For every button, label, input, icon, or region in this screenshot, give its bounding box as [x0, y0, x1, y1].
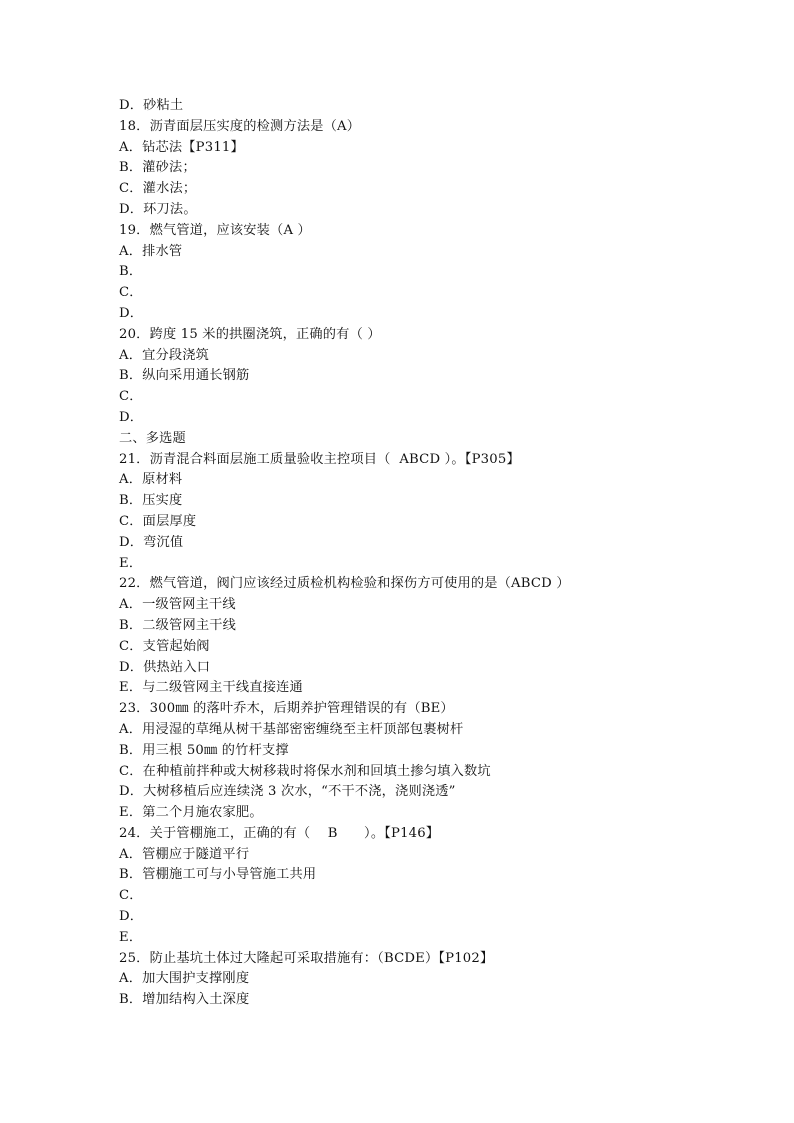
option-line: D．砂粘土 [119, 98, 184, 113]
option-line: B．二级管网主干线 [119, 617, 236, 633]
question-line: 20．跨度 15 米的拱圈浇筑，正确的有（ ） [119, 326, 381, 342]
option-line: A．用浸湿的草绳从树干基部密密缠绕至主杆顶部包裹树杆 [119, 721, 464, 737]
option-line: D． [119, 409, 144, 425]
option-line: A．管棚应于隧道平行 [119, 846, 250, 862]
option-line: B．纵向采用通长钢筋 [119, 368, 250, 384]
option-line: B． [119, 264, 143, 280]
option-line: E． [119, 555, 143, 571]
option-line: B．增加结构入土深度 [119, 992, 250, 1008]
option-line: C．支管起始阀 [119, 638, 210, 654]
document-page [119, 96, 759, 1011]
section-heading: 二、多选题 [119, 430, 186, 446]
option-line: C． [119, 389, 143, 405]
option-line: C． [119, 285, 143, 301]
option-line: C．面层厚度 [119, 513, 197, 529]
option-line: A．宜分段浇筑 [119, 347, 210, 363]
option-line: A．原材料 [119, 472, 183, 488]
option-line: D． [119, 909, 144, 925]
option-line: E．与二级管网主干线直接连通 [119, 680, 303, 696]
option-line: B．用三根 50㎜ 的竹杆支撑 [119, 742, 289, 758]
option-line: A．排水管 [119, 243, 183, 259]
option-line: C．灌水法； [119, 181, 197, 197]
question-line: 19．燃气管道，应该安装（A ） [119, 222, 311, 238]
question-line: 23．300㎜ 的落叶乔木，后期养护管理错误的有（BE） [119, 701, 454, 717]
option-line: C．在种植前拌种或大树移栽时将保水剂和回填土掺匀填入数坑 [119, 763, 491, 779]
option-line: C． [119, 888, 143, 904]
option-line: E．第二个月施农家肥。 [119, 805, 263, 821]
option-line: D．环刀法。 [119, 201, 197, 217]
option-line: D． [119, 305, 144, 321]
question-line: 22．燃气管道，阀门应该经过质检机构检验和探伤方可使用的是（ABCD ） [119, 576, 570, 592]
question-line: 25．防止基坑土体过大隆起可采取措施有：（BCDE）【P102】 [119, 950, 494, 966]
option-line: E． [119, 929, 143, 945]
option-line: D．供热站入口 [119, 659, 211, 675]
option-line: A．钻芯法【P311】 [119, 139, 244, 155]
option-line: A．加大围护支撑刚度 [119, 971, 250, 987]
option-line: A．一级管网主干线 [119, 597, 236, 613]
question-line: 21．沥青混合料面层施工质量验收主控项目（ ABCD ）。【P305】 [119, 451, 520, 467]
option-line: B．压实度 [119, 493, 183, 509]
question-line: 24．关于管棚施工，正确的有（ B ）。【P146】 [119, 825, 440, 841]
option-line: D．弯沉值 [119, 534, 184, 550]
option-line: B．灌砂法； [119, 160, 196, 176]
question-line: 18．沥青面层压实度的检测方法是（A） [119, 118, 361, 134]
option-line: B．管棚施工可与小导管施工共用 [119, 867, 317, 883]
option-line: D．大树移植后应连续浇 3 次水，“不干不浇，浇则浇透” [119, 784, 456, 800]
